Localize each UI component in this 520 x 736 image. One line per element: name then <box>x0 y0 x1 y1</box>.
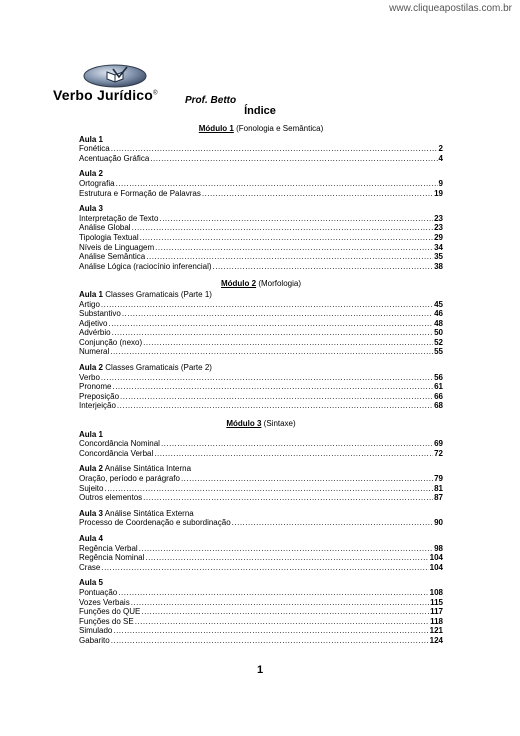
toc-entry-page: 90 <box>434 518 443 528</box>
toc-entry-page: 9 <box>438 178 443 188</box>
toc-entry-page: 117 <box>430 607 443 617</box>
toc-entry[interactable] <box>79 626 443 636</box>
toc-leader-dots <box>111 144 438 154</box>
toc-entry-page: 72 <box>434 448 443 458</box>
brand-logo <box>53 64 193 110</box>
toc-leader-dots <box>120 392 433 402</box>
toc-entry[interactable] <box>79 449 443 459</box>
lesson-title: Classes Gramaticais (Parte 2) <box>103 363 212 373</box>
brand-name-text: Verbo Jurídico <box>53 87 154 103</box>
toc-entry[interactable] <box>79 484 443 494</box>
toc-leader-dots <box>161 439 433 449</box>
toc-entry[interactable] <box>79 518 443 528</box>
toc-entry-title: Simulado <box>79 626 113 636</box>
toc-entry[interactable] <box>79 154 443 164</box>
toc-entry[interactable] <box>79 233 443 243</box>
toc-entry-title: Concordância Verbal <box>79 448 154 458</box>
toc-entry[interactable] <box>79 392 443 402</box>
lesson-label: Aula 3 <box>79 204 104 214</box>
toc-entry-page: 104 <box>429 562 443 572</box>
toc-entry-page: 34 <box>434 242 443 252</box>
toc-entry-title: Acentuação Gráfica <box>79 153 150 163</box>
toc-entry-page: 50 <box>434 328 443 338</box>
toc-entry-title: Ortografia <box>79 178 115 188</box>
lesson-heading <box>79 363 443 373</box>
toc-entry-page: 115 <box>430 597 443 607</box>
toc-entry-title: Interjeição <box>79 401 116 411</box>
toc-leader-dots <box>101 373 433 383</box>
toc-entry-title: Substantivo <box>79 309 121 319</box>
module-heading <box>79 124 443 134</box>
lesson-label: Aula 4 <box>79 533 104 543</box>
lesson-label: Aula 1 <box>79 134 104 144</box>
toc-leader-dots <box>143 493 433 503</box>
toc-entry[interactable] <box>79 300 443 310</box>
toc-leader-dots <box>150 154 437 164</box>
toc-entry-title: Gabarito <box>79 635 110 645</box>
toc-entry-page: 35 <box>434 252 443 262</box>
toc-entry-page: 104 <box>429 553 443 563</box>
toc-leader-dots <box>101 300 433 310</box>
toc-entry-title: Análise Lógica (raciocínio inferencial) <box>79 261 212 271</box>
toc-entry-title: Advérbio <box>79 328 111 338</box>
toc-entry[interactable] <box>79 214 443 224</box>
lesson-label: Aula 2 <box>79 464 104 474</box>
toc-entry-title: Estrutura e Formação de Palavras <box>79 188 201 198</box>
toc-leader-dots <box>131 598 429 608</box>
table-of-contents <box>79 121 443 646</box>
toc-entry[interactable] <box>79 373 443 383</box>
toc-entry-page: 55 <box>434 347 443 357</box>
toc-entry-page: 2 <box>438 144 443 154</box>
toc-entry-title: Fonética <box>79 144 110 154</box>
toc-entry-title: Preposição <box>79 391 120 401</box>
toc-leader-dots <box>159 214 433 224</box>
toc-entry-title: Adjetivo <box>79 318 108 328</box>
toc-entry-page: 4 <box>438 153 443 163</box>
toc-entry-title: Regência Verbal <box>79 543 138 553</box>
toc-leader-dots <box>112 328 434 338</box>
lesson-heading <box>79 135 443 145</box>
module-heading <box>79 419 443 429</box>
toc-entry-page: 46 <box>434 309 443 319</box>
toc-entry-title: Pronome <box>79 382 112 392</box>
toc-entry-page: 29 <box>434 232 443 242</box>
toc-leader-dots <box>232 518 433 528</box>
toc-entry[interactable] <box>79 588 443 598</box>
toc-entry-title: Pontuação <box>79 587 118 597</box>
toc-entry[interactable] <box>79 252 443 262</box>
toc-entry-page: 98 <box>434 543 443 553</box>
toc-leader-dots <box>135 617 429 627</box>
toc-entry-title: Análise Semântica <box>79 252 146 262</box>
toc-leader-dots <box>113 626 428 636</box>
toc-entry-title: Níveis de Linguagem <box>79 242 155 252</box>
registered-mark: ® <box>153 90 158 97</box>
toc-entry-title: Crase <box>79 562 101 572</box>
toc-entry-page: 23 <box>434 213 443 223</box>
toc-entry-page: 66 <box>434 391 443 401</box>
lesson-heading <box>79 578 443 588</box>
toc-leader-dots <box>118 588 428 598</box>
toc-entry-title: Conjunção (nexo) <box>79 337 143 347</box>
toc-leader-dots <box>132 223 434 233</box>
toc-entry[interactable] <box>79 607 443 617</box>
toc-leader-dots <box>202 189 433 199</box>
toc-entry[interactable] <box>79 262 443 272</box>
toc-entry[interactable] <box>79 243 443 253</box>
toc-entry[interactable] <box>79 223 443 233</box>
toc-entry-page: 48 <box>434 318 443 328</box>
toc-entry-title: Outros elementos <box>79 493 143 503</box>
page-number: 1 <box>256 664 264 676</box>
lesson-heading <box>79 430 443 440</box>
book-emblem-icon <box>83 64 147 88</box>
toc-entry-page: 121 <box>429 626 443 636</box>
toc-entry-title: Análise Global <box>79 223 131 233</box>
toc-leader-dots <box>111 636 429 646</box>
toc-leader-dots <box>108 319 433 329</box>
toc-leader-dots <box>141 607 429 617</box>
toc-entry[interactable] <box>79 636 443 646</box>
toc-leader-dots <box>154 449 433 459</box>
module-subtitle: (Morfologia) <box>256 279 301 289</box>
lesson-title: Análise Sintática Interna <box>103 464 192 474</box>
toc-leader-dots <box>140 233 434 243</box>
lesson-label: Aula 3 <box>79 508 104 518</box>
module-name: Módulo 2 <box>220 279 257 289</box>
toc-entry-title: Vozes Verbais <box>79 597 130 607</box>
author-name: Prof. Betto <box>185 95 237 106</box>
toc-entry-page: 38 <box>434 261 443 271</box>
lesson-heading <box>79 290 443 300</box>
module-subtitle: (Sintaxe) <box>261 419 296 429</box>
module-name: Módulo 3 <box>226 419 262 429</box>
toc-entry[interactable] <box>79 617 443 627</box>
toc-entry-page: 68 <box>434 401 443 411</box>
lesson-title: Classes Gramaticais (Parte 1) <box>103 289 212 299</box>
toc-entry-title: Funções do QUE <box>79 607 141 617</box>
toc-entry-page: 69 <box>434 439 443 449</box>
lesson-label: Aula 1 <box>79 429 104 439</box>
toc-entry-title: Verbo <box>79 372 100 382</box>
toc-leader-dots <box>122 309 433 319</box>
lesson-heading <box>79 204 443 214</box>
toc-leader-dots <box>110 347 433 357</box>
page-title: Índice <box>244 105 276 117</box>
toc-entry-page: 45 <box>434 299 443 309</box>
toc-entry-title: Sujeito <box>79 483 104 493</box>
lesson-label: Aula 2 <box>79 169 104 179</box>
toc-entry[interactable] <box>79 439 443 449</box>
toc-entry-title: Tipologia Textual <box>79 232 139 242</box>
lesson-label: Aula 1 <box>79 289 104 299</box>
module-name: Módulo 1 <box>198 124 234 133</box>
toc-entry[interactable] <box>79 179 443 189</box>
toc-entry[interactable] <box>79 189 443 199</box>
toc-entry[interactable] <box>79 319 443 329</box>
toc-leader-dots <box>117 401 433 411</box>
toc-entry-page: 108 <box>429 587 443 597</box>
toc-entry-page: 118 <box>430 616 443 626</box>
lesson-heading <box>79 534 443 544</box>
lesson-label: Aula 2 <box>79 363 104 373</box>
toc-entry-title: Funções do SE <box>79 616 134 626</box>
toc-leader-dots <box>155 243 433 253</box>
toc-leader-dots <box>112 382 433 392</box>
toc-leader-dots <box>145 553 428 563</box>
toc-entry[interactable] <box>79 474 443 484</box>
toc-entry-page: 81 <box>434 483 443 493</box>
toc-leader-dots <box>116 179 438 189</box>
toc-leader-dots <box>181 474 433 484</box>
toc-entry[interactable] <box>79 544 443 554</box>
toc-leader-dots <box>139 544 433 554</box>
toc-entry-title: Oração, período e parágrafo <box>79 474 180 483</box>
toc-entry[interactable] <box>79 382 443 392</box>
toc-entry-title: Artigo <box>79 299 100 309</box>
toc-entry-page: 87 <box>434 493 443 503</box>
toc-leader-dots <box>146 252 433 262</box>
module-subtitle: (Fonologia e Semântica) <box>233 124 324 133</box>
lesson-heading <box>79 169 443 179</box>
lesson-heading <box>79 464 443 474</box>
toc-entry[interactable] <box>79 493 443 503</box>
lesson-label: Aula 5 <box>79 578 104 588</box>
toc-entry[interactable] <box>79 553 443 563</box>
toc-entry[interactable] <box>79 144 443 154</box>
toc-leader-dots <box>101 563 428 573</box>
toc-entry[interactable] <box>79 347 443 357</box>
module-heading <box>79 279 443 289</box>
toc-entry-page: 56 <box>434 372 443 382</box>
toc-entry-page: 23 <box>434 223 443 233</box>
toc-entry-title: Regência Nominal <box>79 553 145 563</box>
toc-entry[interactable] <box>79 598 443 608</box>
toc-entry-title: Concordância Nominal <box>79 439 160 449</box>
toc-entry-page: 124 <box>429 635 443 645</box>
toc-entry[interactable] <box>79 401 443 411</box>
toc-entry-title: Numeral <box>79 347 110 357</box>
toc-leader-dots <box>104 484 433 494</box>
lesson-title: Análise Sintática Externa <box>103 508 194 518</box>
toc-leader-dots <box>213 262 434 272</box>
toc-entry[interactable] <box>79 309 443 319</box>
toc-entry-page: 61 <box>434 382 443 392</box>
toc-leader-dots <box>143 338 433 348</box>
brand-name <box>53 87 158 103</box>
toc-entry-title: Interpretação de Texto <box>79 213 159 223</box>
toc-entry-page: 19 <box>434 188 443 198</box>
toc-entry[interactable] <box>79 338 443 348</box>
toc-entry-page: 52 <box>434 337 443 347</box>
toc-entry[interactable] <box>79 563 443 573</box>
site-url[interactable]: www.cliqueapostilas.com.br <box>389 3 512 14</box>
toc-entry-page: 79 <box>434 474 443 483</box>
lesson-heading <box>79 509 443 519</box>
toc-entry[interactable] <box>79 328 443 338</box>
toc-entry-title: Processo de Coordenação e subordinação <box>79 518 231 528</box>
